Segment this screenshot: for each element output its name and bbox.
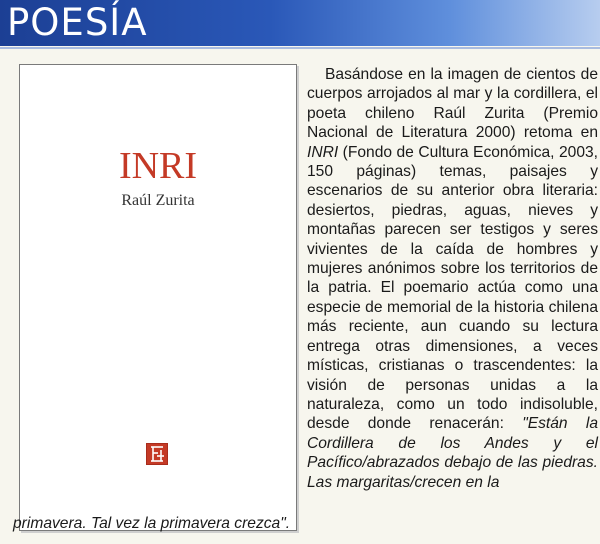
article-text-continued: (Fondo de Cultura Económica, 2003, 150 páginas) temas, paisajes y escenarios de su anterior obra literaria: desiertos, piedras, aguas, nieves y montañas parecen ser testigos y seres vivientes de la caída de hombres y mujeres anónimos sobre los territorios de la patria. El poemario actúa como una especie de memorial de la historia chilena más reciente, aun cuando su lectura entrega otras dimensiones, a veces místicas, cristianas o trascendentes: la visión de personas unidas a la naturaleza, como un todo indisoluble, desde donde renacerán: [307, 143, 598, 433]
article-text: Basándose en la imagen de cientos de cuerpos arrojados al mar y la cordillera, el poeta chileno Raúl Zurita (Premio Nacional de Literatura 2000) retoma en [307, 66, 598, 142]
book-cover [19, 64, 297, 531]
book-cover-author: Raúl Zurita [121, 192, 195, 209]
article-body [307, 65, 598, 492]
poem-quote-end: primavera. Tal vez la primavera crezca". [13, 515, 291, 532]
section-header [0, 0, 600, 46]
header-divider [0, 47, 600, 49]
fce-publisher-logo-icon [146, 443, 168, 465]
book-cover-title: INRI [118, 145, 198, 187]
book-title-italic: INRI [307, 143, 339, 161]
poem-quote: "Están la Cordillera de los Andes y el Pacífico/abrazados debajo de las piedras. Las margaritas/crecen en la [307, 415, 598, 491]
section-title: POESÍA [7, 1, 148, 44]
